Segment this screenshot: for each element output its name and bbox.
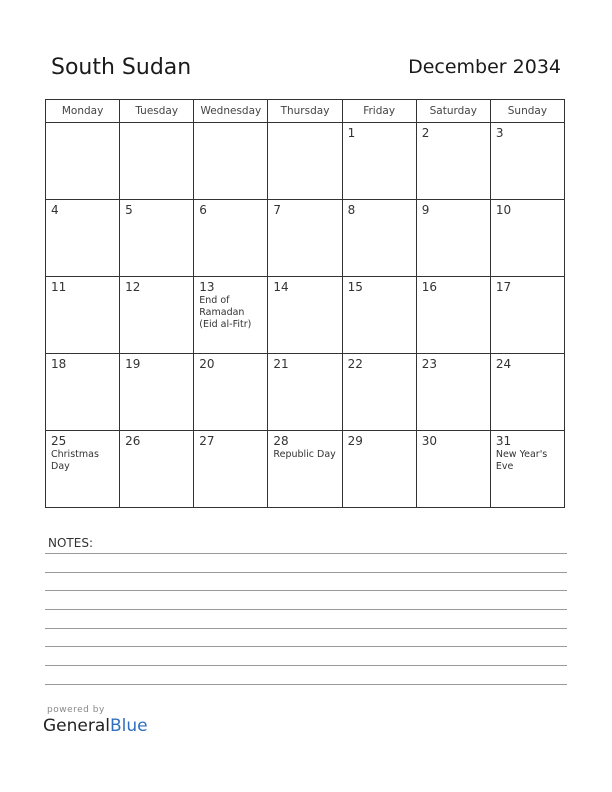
brand-logo xyxy=(43,716,148,736)
day-cell xyxy=(342,123,416,200)
day-cell xyxy=(416,123,490,200)
brand-blue: Blue xyxy=(110,716,148,736)
day-number: 4 xyxy=(51,203,59,217)
day-cell xyxy=(416,431,490,508)
day-cell xyxy=(194,200,268,277)
day-number: 26 xyxy=(125,434,141,448)
day-number: 1 xyxy=(347,126,356,140)
day-cell xyxy=(268,123,342,200)
day-number: 28 xyxy=(273,434,289,448)
day-cell xyxy=(490,200,564,277)
day-cell xyxy=(268,354,342,431)
day-cell xyxy=(268,277,342,354)
week-row xyxy=(46,123,565,200)
day-cell xyxy=(490,123,564,200)
day-cell xyxy=(120,200,194,277)
notes-line xyxy=(45,628,567,629)
day-number: 29 xyxy=(347,434,363,448)
day-number: 13 xyxy=(199,280,215,294)
weekday-header: Wednesday xyxy=(194,100,268,123)
notes-line xyxy=(45,572,567,573)
day-number: 27 xyxy=(199,434,215,448)
day-number: 16 xyxy=(421,280,437,294)
day-number: 23 xyxy=(421,357,437,371)
holiday-label: Republic Day xyxy=(273,449,336,460)
holiday-label: Christmas Day xyxy=(51,449,99,472)
powered-by-text: powered by xyxy=(47,705,105,715)
weekday-header: Monday xyxy=(46,100,120,123)
notes-line xyxy=(45,665,567,666)
day-number: 7 xyxy=(273,203,282,217)
notes-line xyxy=(45,646,567,647)
notes-line xyxy=(45,609,567,610)
day-number: 14 xyxy=(273,280,289,294)
notes-line xyxy=(45,684,567,685)
day-cell xyxy=(46,123,120,200)
day-cell xyxy=(46,431,120,508)
notes-line xyxy=(45,553,567,554)
month-title: December 2034 xyxy=(408,56,561,78)
day-cell xyxy=(46,200,120,277)
day-cell xyxy=(120,354,194,431)
day-number: 11 xyxy=(51,280,67,294)
day-cell xyxy=(120,431,194,508)
day-cell xyxy=(416,200,490,277)
day-cell xyxy=(490,354,564,431)
day-number: 31 xyxy=(495,434,512,448)
day-cell xyxy=(194,123,268,200)
day-number: 15 xyxy=(347,280,363,294)
notes-line xyxy=(45,590,567,591)
weekday-header: Tuesday xyxy=(120,100,194,123)
day-number: 25 xyxy=(51,434,67,448)
week-row xyxy=(46,277,565,354)
day-cell xyxy=(120,277,194,354)
day-number: 12 xyxy=(125,280,141,294)
day-number: 9 xyxy=(421,203,430,217)
day-cell xyxy=(268,200,342,277)
day-cell xyxy=(46,354,120,431)
day-cell xyxy=(342,431,416,508)
week-row xyxy=(46,431,565,508)
day-number: 21 xyxy=(273,357,289,371)
day-cell xyxy=(490,277,564,354)
day-number: 17 xyxy=(495,280,512,294)
day-number: 18 xyxy=(51,357,67,371)
day-cell xyxy=(194,431,268,508)
holiday-label: New Year's Eve xyxy=(495,449,548,472)
day-cell xyxy=(416,277,490,354)
day-cell xyxy=(194,354,268,431)
day-number: 2 xyxy=(421,126,430,140)
country-title: South Sudan xyxy=(51,55,192,80)
day-number: 10 xyxy=(495,203,512,217)
day-number: 22 xyxy=(347,357,363,371)
day-cell xyxy=(342,277,416,354)
day-number: 3 xyxy=(495,126,504,140)
brand-general: General xyxy=(43,716,110,736)
day-cell xyxy=(342,200,416,277)
day-number: 5 xyxy=(125,203,133,217)
day-cell xyxy=(342,354,416,431)
holiday-label: End of Ramadan (Eid al-Fitr) xyxy=(199,295,252,330)
day-number: 24 xyxy=(495,357,512,371)
calendar-grid xyxy=(45,99,565,508)
day-number: 19 xyxy=(125,357,141,371)
day-cell xyxy=(46,277,120,354)
week-row xyxy=(46,354,565,431)
day-number: 8 xyxy=(347,203,356,217)
week-row xyxy=(46,200,565,277)
day-number: 6 xyxy=(199,203,207,217)
day-cell xyxy=(194,277,268,354)
day-number: 20 xyxy=(199,357,215,371)
notes-label: NOTES: xyxy=(48,536,93,550)
weekday-header: Friday xyxy=(342,100,416,123)
day-cell xyxy=(490,431,564,508)
weekday-header: Saturday xyxy=(416,100,490,123)
weekday-header: Thursday xyxy=(268,100,342,123)
weekday-header-row xyxy=(46,100,565,123)
day-number: 30 xyxy=(421,434,437,448)
day-cell xyxy=(268,431,342,508)
weekday-header: Sunday xyxy=(490,100,564,123)
day-cell xyxy=(416,354,490,431)
day-cell xyxy=(120,123,194,200)
